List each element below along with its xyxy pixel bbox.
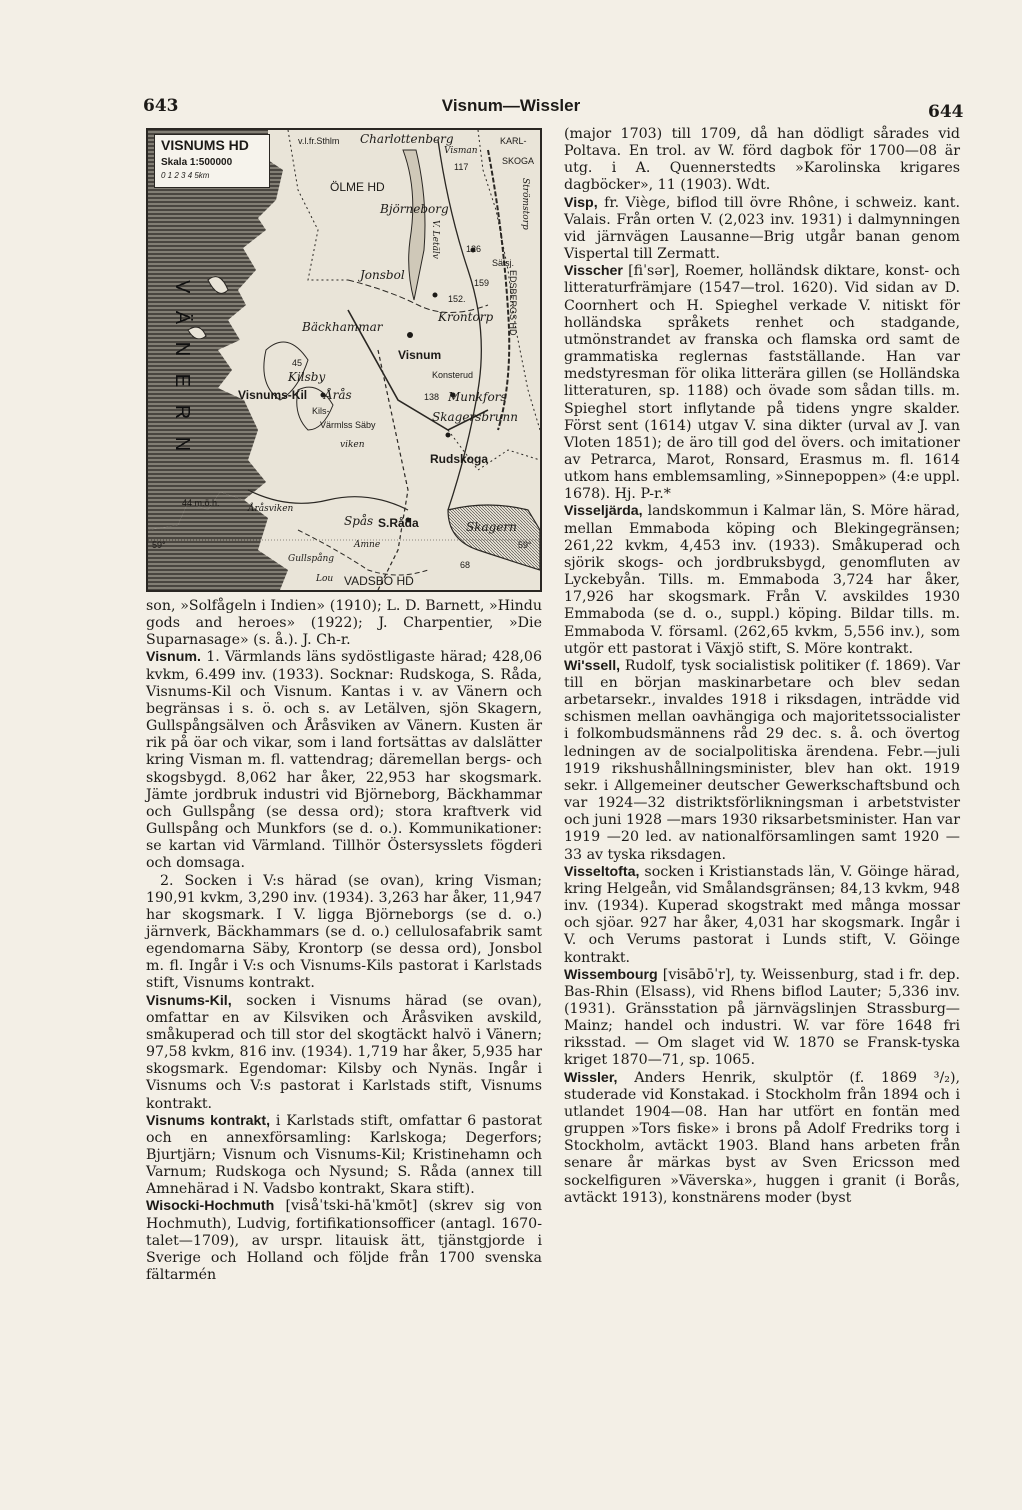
article-entry <box>564 195 960 264</box>
entry-headword: Visscher <box>564 263 623 280</box>
page-header <box>0 96 1022 126</box>
map-label-stromstorp: Strömstorp <box>520 178 530 230</box>
map-label-aras: Årås <box>324 388 352 402</box>
left-column <box>146 598 542 1284</box>
map-label-skagersbrunn: Skagersbrunn <box>432 410 518 424</box>
entry-text: fr. Viège, biflod till övre Rhône, i schweiz. kant. Valais. Från orten V. (2,023 inv. 1931) i dalmynningen vid järnvägen Lausanne—Brig utgår banan genom Vispertal till Zermatt. <box>564 194 960 263</box>
article-entry <box>564 967 960 1070</box>
map-label-salsj: Sälsj. <box>492 258 515 268</box>
map-label-vlfr: v.l.fr.Sthlm <box>298 136 340 146</box>
article-entry <box>146 1198 542 1284</box>
entry-text: socken i Visnums härad (se ovan), omfattar en av Kilsviken och Åråsviken avskild, småkuperad och till stor del skogtäckt halvö i Vänern; 97,58 kvkm, 816 inv. (1934). 1,719 har åker, 5,935 har skogsmark. Egendomar: Kilsby och Nynäs. Ingår i Visnums och V:s pastorat i Karlstads stift, Visnums kontrakt. <box>146 992 542 1112</box>
map-label-138: 138 <box>424 392 440 402</box>
lake-visman <box>403 150 425 300</box>
article-entry <box>564 658 960 864</box>
map-label-munkfors: Munkfors <box>448 390 507 404</box>
map-label-visman: Visman <box>444 146 478 156</box>
map-label-viken: viken <box>340 440 365 450</box>
entry-text: i Karlstads stift, omfattar 6 pastorat och en annexförsamling: Karlskoga; Degerfors; Bjurtjärn; Visnum och Visnums-Kil; Kristinehamn och Varnum; Rudskoga och Nysund; S. Råda (annex till Amnehärad i N. Vadsbo kontrakt, Skara stift). <box>146 1112 543 1198</box>
map-label-karl: KARL- <box>500 136 527 146</box>
map-label-45: 45 <box>292 358 303 368</box>
map-label-krontorp: Krontorp <box>438 310 494 324</box>
map-scale-bar: 0 1 2 3 4 5km <box>161 171 210 180</box>
page-number-right: 644 <box>928 102 964 122</box>
map-label-kilsby: Kilsby <box>288 370 326 384</box>
map-label-arasviken: Åråsviken <box>248 504 294 514</box>
map-label-vanern: V Ä N E R N <box>171 280 193 458</box>
entry-headword: Wi'ssell, <box>564 657 621 674</box>
entry-headword: Visseljärda, <box>564 503 643 520</box>
entry-headword: Wisocki-Hochmuth <box>146 1198 275 1215</box>
map-label-vadsbo: VADSBO HD <box>344 574 414 588</box>
map-label-152: 152. <box>448 294 466 304</box>
entry-text: Anders Henrik, skulptör (f. 1869 ³/₂), studerade vid Konstakad. i Stockholm från 1894 och i utlandet 1904—08. Han har utfört en fontän med gruppen »Tors fiske» i brons på Adolf Fredriks torg i Stockholm, avtäckt 1903. Bland hans arbeten från senare år märkas byst av Sven Ericsson med sockelfiguren »Väverska», huggen i granit (i Borås, avtäckt 1913), konstnärens moder (byst <box>564 1069 960 1206</box>
map-label-letalv: V. Letälv <box>430 220 440 259</box>
article-entry <box>564 1070 960 1207</box>
map-label-jonsbol: Jonsbol <box>360 268 405 282</box>
visnums-map <box>146 128 542 592</box>
entry-text: [visābōˈr], ty. Weissenburg, stad i fr. dep. Bas-Rhin (Elsass), vid Rhens biflod Lauter; 5,336 inv. (1931). Gränsstation på järnvägslinjen Strassburg—Mainz; handel och industri. W. var före 1648 fri riksstad. — Om slaget vid W. 1870 se Fransk-tyska kriget 1870—71, sp. 1065. <box>564 966 960 1069</box>
right-column <box>564 126 960 1207</box>
article-entry <box>146 1113 542 1199</box>
map-label-rudskoga: Rudskoga <box>430 452 489 466</box>
map-label-117: 117 <box>454 162 469 172</box>
map-title: VISNUMS HD <box>161 137 249 153</box>
article-entry <box>146 993 542 1113</box>
entry-text: socken i Kristianstads län, V. Göinge härad, kring Helgeån, vid Smålandsgränsen; 84,13 kvkm, 948 inv. (1934). Kuperad skogstrakt med många mossar och sjöar. 927 har åker, 4,031 har skogsmark. Ingår i V. och Verums pastorat i Lunds stift, V. Göinge kontrakt. <box>564 863 960 966</box>
entry-text: 2. Socken i V:s härad (se ovan), kring Visman; 190,91 kvkm, 3,290 inv. (1934). 3,263 har åker, 11,947 har skogsmark. I V. ligga Björneborgs (se d. o.) järnverk, Bäckhammars (se d. o.) cellulosafabrik samt egendomarna Säby, Krontorp (se dessa ord), Jonsbol m. fl. Ingår i V:s och Visnums-Kils pastorat i Karlstads stift, Visnums kontrakt. <box>146 872 542 992</box>
map-label-gullspang: Gullspång <box>288 554 335 564</box>
map-label-bjorneborg: Björneborg <box>380 202 449 216</box>
map-label-skoga: SKOGA <box>502 156 535 166</box>
map-label-varmlssaby: Värmlss Säby <box>320 420 376 430</box>
entry-headword: Visnums-Kil, <box>146 992 232 1009</box>
map-label-159: 159 <box>474 278 490 288</box>
entry-headword: Visp, <box>564 194 598 211</box>
entry-text: [fiˈsər], Roemer, holländsk diktare, konst- och litteraturfrämjare (1547—trol. 1620). Vid sidan av D. Coornhert och H. Spieghel verkade V. nitiskt för holländska språkets renhet och stadgande, utmönstrandet av franska och flamska ord samt de grammatiska reglernas fastställande. Han var medstyresman för olika litterära gillen (se Holländska litteraturen, sp. 1188) och övade som sådan tills. m. Spieghel stort inflytande på tidens yngre skalder. Först sent (1614) utgav V. sina dikter (urval av J. van Vloten 1851); de äro till god del övers. och imitationer av Petrarca, Marot, Ronsard, Erasmus m. fl. 1614 utkom hans emblemsamling, »Sinnepoppen» (4:e uppl. 1678). Hj. P-r.* <box>564 263 961 503</box>
article-entry <box>146 649 542 872</box>
map-label-loue: Lou <box>316 574 334 584</box>
entry-headword: Wissler, <box>564 1069 618 1086</box>
map-label-68: 68 <box>460 560 471 570</box>
lake-vanern <box>148 130 283 530</box>
map-label-spas: Spås <box>344 514 374 528</box>
page-number-left: 643 <box>143 96 179 116</box>
entry-headword: Visnum. <box>146 649 201 666</box>
map-legend <box>154 134 270 188</box>
entry-text: (major 1703) till 1709, då han dödligt sårades vid Poltava. En trol. av W. förd dagbok för 1700—08 är utg. i A. Quennerstedts »Karolinska krigares dagböcker», 11 (1903). Wdt. <box>564 126 960 194</box>
map-scale: Skala 1:500000 <box>161 157 233 168</box>
map-label-126: 126 <box>466 244 482 254</box>
map-label-amne: Amne <box>354 540 381 550</box>
map-label-visnumskil: Visnums-Kil <box>238 388 308 402</box>
map-label-srada: S.Råda <box>378 516 419 530</box>
entry-headword: Visseltofta, <box>564 863 640 880</box>
entry-text: son, »Solfågeln i Indien» (1910); L. D. Barnett, »Hindu gods and heroes» (1922); J. Charpentier, »Die Suparnasage» (s. å.). J. Ch-r. <box>146 598 542 649</box>
article-paragraph <box>564 126 960 195</box>
entry-text: 1. Värmlands läns sydöstligaste härad; 428,06 kvkm, 6.499 inv. (1933). Socknar: Rudskoga, S. Råda, Visnums-Kil och Visnum. Kantas i v. av Vänern och begränsas i s. ö. och s. av Letälven, sjön Skagern, Gullspångsälven och Åråsviken av Vänern. Kusten är rik på öar och vikar, som i land fortsättas av dalslätter kring Visman m. fl. vattendrag; däremellan bergs- och skogsbygd. 8,062 har åker, 22,953 har skogsmark. Jämte jordbruk industri vid Björneborg, Bäckhammar och Gullspång (se dessa ord); stora kraftverk vid Gullspång och Munkfors (se d. o.). Kommunikationer: se kartan vid Värmland. Tillhör Östersysslets fögderi och domsaga. <box>146 649 542 872</box>
map-label-charlottenberg: Charlottenberg <box>360 132 454 146</box>
map-label-44moh: 44 m.ö.h. <box>182 498 220 508</box>
map-label-59-right: 59° <box>518 540 532 550</box>
map-label-visnum: Visnum <box>398 348 442 362</box>
article-paragraph <box>146 873 542 993</box>
entry-text: Rudolf, tysk socialistisk politiker (f. 1869). Var till en början maskinarbetare och blev sedan arbetarsekr., invaldes 1918 i riksdagen, inträdde vid schismen mellan oavhängiga och majoritetssocialister i folkombudsmännens råd 29 dec. s. å. och övertog ledningen av de socialpolitiska ärendena. Febr.—juli 1919 rikshushållningsminister, blev han okt. 1919 sekr. i Allgemeiner deutscher Gewerkschaftsbund och var 1924—32 distriktsförlikningsman i arbetstvister och juni 1928 —mars 1930 riksarbetsminister. Han var 1919 —20 led. av nationalförsamlingen samt 1920 —33 av tyska riksdagen. <box>564 657 960 863</box>
entry-headword: Visnums kontrakt, <box>146 1112 271 1129</box>
map-label-kils: Kils- <box>312 406 330 416</box>
map-label-konsterud: Konsterud <box>432 370 474 380</box>
article-entry <box>564 263 960 503</box>
entry-text: landskommun i Kalmar län, S. Möre härad, mellan Emmaboda köping och Blekingegränsen; 261,22 kvkm, 4,453 inv. (1933). Småkuperad och sjörik skogs- och jordbruksbygd, genomfluten av Lyckebyån. Tills. m. Emmaboda 3,724 har åker, 17,926 har skogsmark. Från V. avskildes 1930 Emmaboda (se d. o., suppl.) köping. Bildar tills. m. Emmaboda V. församl. (262,65 kvkm, 5,556 inv.), som utgör ett pastorat i Växjö stift, S. Möre kontrakt. <box>564 503 960 657</box>
map-label-skagern: Skagern <box>466 520 517 534</box>
map-label-59-left: 59° <box>152 540 166 550</box>
article-paragraph <box>146 598 542 649</box>
map-label-olme: ÖLME HD <box>330 180 385 194</box>
page-title: Visnum—Wissler <box>441 96 581 115</box>
map-label-backhammar: Bäckhammar <box>302 320 383 334</box>
entry-text: [visåˈtski-hāˈkmōt] (skrev sig von Hochmuth), Ludvig, fortifikationsofficer (antagl. 1670-talet—1709), av urspr. litauisk ätt, tjänstgjorde i Sverige och Holland och följde från 1700 svenska fältarmén <box>146 1198 542 1284</box>
map-label-edsbergs: EDSBERGS HD <box>508 270 518 336</box>
article-entry <box>564 864 960 967</box>
entry-headword: Wissembourg <box>564 966 658 983</box>
article-entry <box>564 503 960 657</box>
